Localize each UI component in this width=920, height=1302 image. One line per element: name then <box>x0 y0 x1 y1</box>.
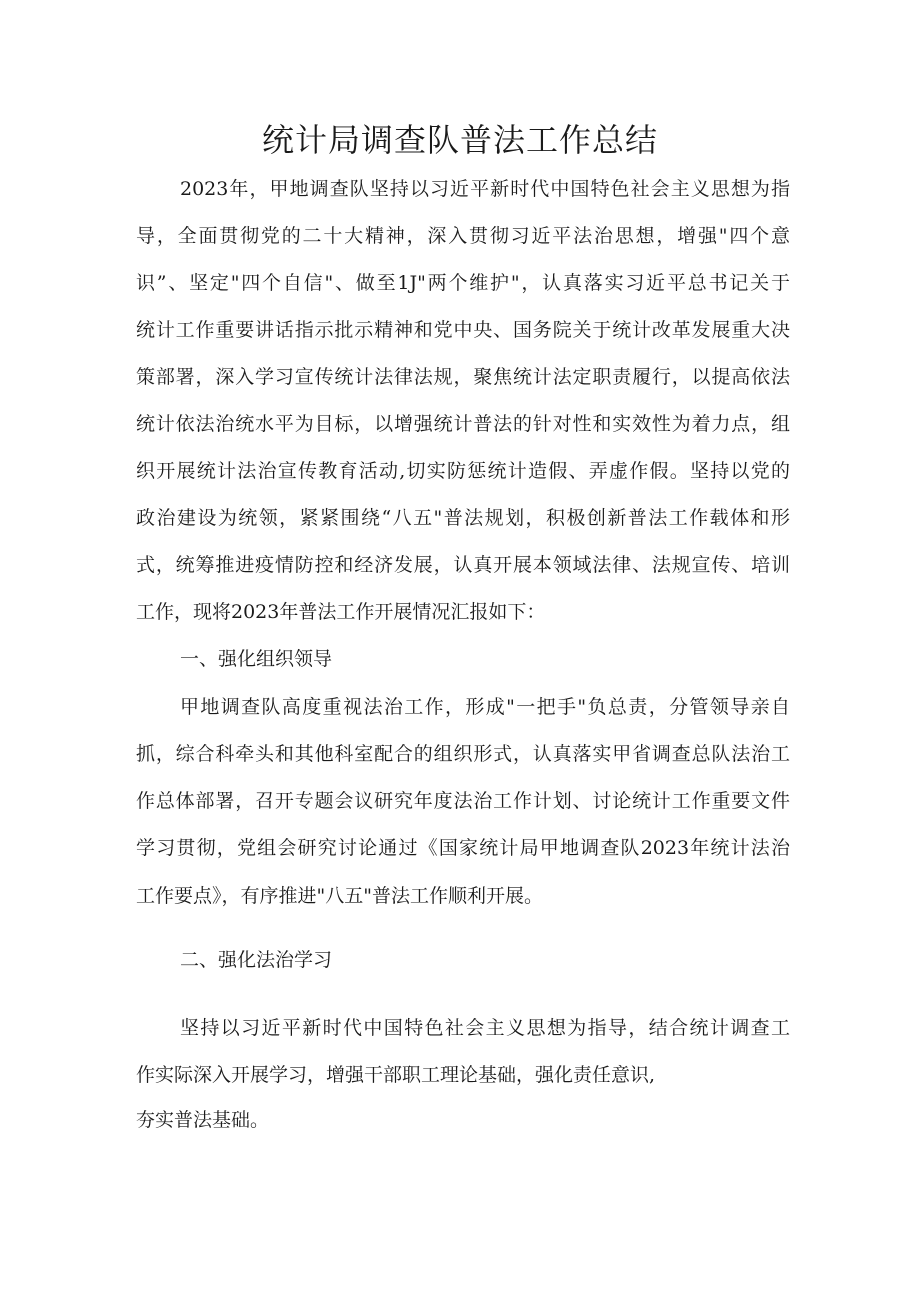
intro-line: 式，统筹推进疫情防控和经济发展，认真开展本领域法律、法规宣传、培训 <box>136 554 790 576</box>
intro-line: 统计工作重要讲话指示批示精神和党中央、国务院关于统计改革发展重大决 <box>136 319 790 341</box>
section-line: 坚持以习近平新时代中国特色社会主义思想为指导，结合统计调查工 <box>180 1017 790 1039</box>
document-title: 统计局调查队普法工作总结 <box>261 121 658 159</box>
intro-line: 政治建设为统领，紧紧围绕“八五"普法规划，积极创新普法工作载体和形 <box>136 507 790 529</box>
section-line: 甲地调查队高度重视法治工作，形成"一把手"负总责，分管领导亲自 <box>180 696 790 718</box>
section-line: 夯实普法基础。 <box>136 1109 270 1131</box>
section-heading: 二、强化法治学习 <box>180 949 333 971</box>
section-line: 作实际深入开展学习，增强干部职工理论基础，强化责任意识, <box>136 1064 656 1086</box>
intro-line: 工作，现将2023年普法工作开展情况汇报如下： <box>136 601 546 623</box>
section-line: 作总体部署，召开专题会议研究年度法治工作计划、讨论统计工作重要文件 <box>136 790 790 812</box>
section-heading: 一、强化组织领导 <box>180 648 333 670</box>
section-line: 学习贯彻，党组会研究讨论通过《国家统计局甲地调查队2023年统计法治 <box>136 837 790 859</box>
section-line: 工作要点》，有序推进"八五"普法工作顺利开展。 <box>136 885 543 907</box>
intro-line: 策部署，深入学习宣传统计法律法规，聚焦统计法定职责履行，以提高依法 <box>136 366 790 388</box>
intro-line: 织开展统计法治宣传教育活动,切实防惩统计造假、弄虚作假。坚持以党的 <box>136 460 790 482</box>
intro-line: 识”、坚定"四个自信"、做至1J"两个维护"，认真落实习近平总书记关于 <box>136 272 790 294</box>
intro-line: 统计依法治统水平为目标，以增强统计普法的针对性和实效性为着力点，组 <box>136 413 790 435</box>
section-line: 抓，综合科牵头和其他科室配合的组织形式，认真落实甲省调查总队法治工 <box>136 743 790 765</box>
intro-line: 2023年，甲地调查队坚持以习近平新时代中国特色社会主义思想为指 <box>180 178 790 200</box>
intro-line: 导，全面贯彻党的二十大精神，深入贯彻习近平法治思想，增强"四个意 <box>136 225 790 247</box>
